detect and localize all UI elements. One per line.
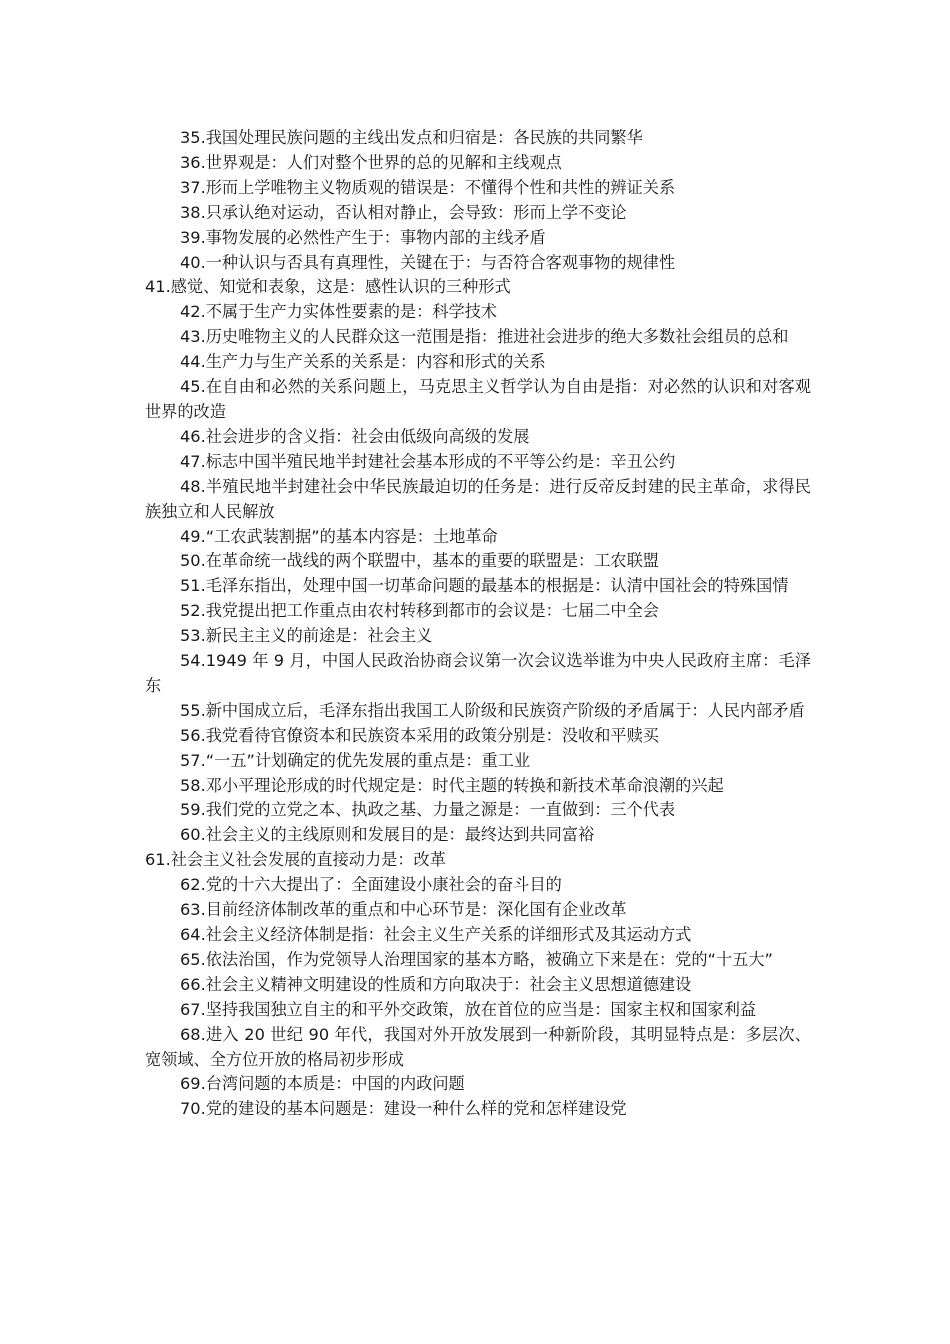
document-body [145,126,811,1122]
paragraph: 56.我党看待官僚资本和民族资本采用的政策分别是：没收和平赎买 [180,725,659,745]
paragraph: 60.社会主义的主线原则和发展目的是：最终达到共同富裕 [180,825,595,845]
paragraph: 49.“工农武装割据”的基本内容是：土地革命 [180,526,498,546]
paragraph: 55.新中国成立后，毛泽东指出我国工人阶级和民族资产阶级的矛盾属于：人民内部矛盾 [180,700,805,720]
paragraph: 44.生产力与生产关系的关系是：内容和形式的关系 [180,352,546,372]
paragraph: 47.标志中国半殖民地半封建社会基本形成的不平等公约是：辛丑公约 [180,451,676,471]
paragraph: 70.党的建设的基本问题是：建设一种什么样的党和怎样建设党 [180,1099,627,1119]
paragraph: 51.毛泽东指出，处理中国一切革命问题的最基本的根据是：认清中国社会的特殊国情 [180,576,789,596]
paragraph: 43.历史唯物主义的人民群众这一范围是指：推进社会进步的绝大多数社会组员的总和 [180,327,789,347]
paragraph: 39.事物发展的必然性产生于：事物内部的主线矛盾 [180,227,546,247]
paragraph: 57.“一五”计划确定的优先发展的重点是：重工业 [180,750,531,770]
paragraph: 66.社会主义精神文明建设的性质和方向取决于：社会主义思想道德建设 [180,974,692,994]
paragraph: 52.我党提出把工作重点由农村转移到都市的会议是：七届二中全会 [180,601,659,621]
paragraph: 35.我国处理民族问题的主线出发点和归宿是：各民族的共同繁华 [180,128,643,147]
paragraph: 40.一种认识与否具有真理性，关键在于：与否符合客观事物的规律性 [180,252,676,272]
paragraph: 38.只承认绝对运动，否认相对静止，会导致：形而上学不变论 [180,202,627,222]
paragraph: 68.进入 20 世纪 90 年代，我国对外开放发展到一种新阶段，其明显特点是：多层次、宽领域、全方位开放的格局初步形成 [145,1024,811,1069]
paragraph: 54.1949 年 9 月，中国人民政治协商会议第一次会议选举谁为中央人民政府主席：毛泽东 [145,651,811,695]
paragraph: 36.世界观是：人们对整个世界的总的见解和主线观点 [180,152,562,172]
paragraph: 50.在革命统一战线的两个联盟中，基本的重要的联盟是：工农联盟 [180,551,659,571]
paragraph: 37.形而上学唯物主义物质观的错误是：不懂得个性和共性的辨证关系 [180,177,676,197]
paragraph: 67.坚持我国独立自主的和平外交政策，放在首位的应当是：国家主权和国家利益 [180,999,757,1019]
paragraph: 48.半殖民地半封建社会中华民族最迫切的任务是：进行反帝反封建的民主革命，求得民族独立和人民解放 [145,476,811,521]
paragraph: 62.党的十六大提出了：全面建设小康社会的奋斗目的 [180,875,562,895]
paragraph: 42.不属于生产力实体性要素的是：科学技术 [180,302,498,322]
paragraph: 61.社会主义社会发展的直接动力是：改革 [145,850,446,870]
paragraph: 41.感觉、知觉和表象，这是：感性认识的三种形式 [145,277,511,297]
paragraph: 64.社会主义经济体制是指：社会主义生产关系的详细形式及其运动方式 [180,925,692,944]
paragraph: 63.目前经济体制改革的重点和中心环节是：深化国有企业改革 [180,900,627,920]
paragraph: 65.依法治国，作为党领导人治理国家的基本方略，被确立下来是在：党的“十五大” [180,949,773,969]
paragraph: 69.台湾问题的本质是：中国的内政问题 [180,1074,465,1094]
paragraph: 45.在自由和必然的关系问题上，马克思主义哲学认为自由是指：对必然的认识和对客观世界的改造 [145,377,811,421]
paragraph: 59.我们党的立党之本、执政之基、力量之源是：一直做到：三个代表 [180,800,676,820]
paragraph: 58.邓小平理论形成的时代规定是：时代主题的转换和新技术革命浪潮的兴起 [180,775,724,795]
paragraph: 46.社会进步的含义指：社会由低级向高级的发展 [180,426,530,446]
paragraph: 53.新民主主义的前途是：社会主义 [180,626,433,646]
